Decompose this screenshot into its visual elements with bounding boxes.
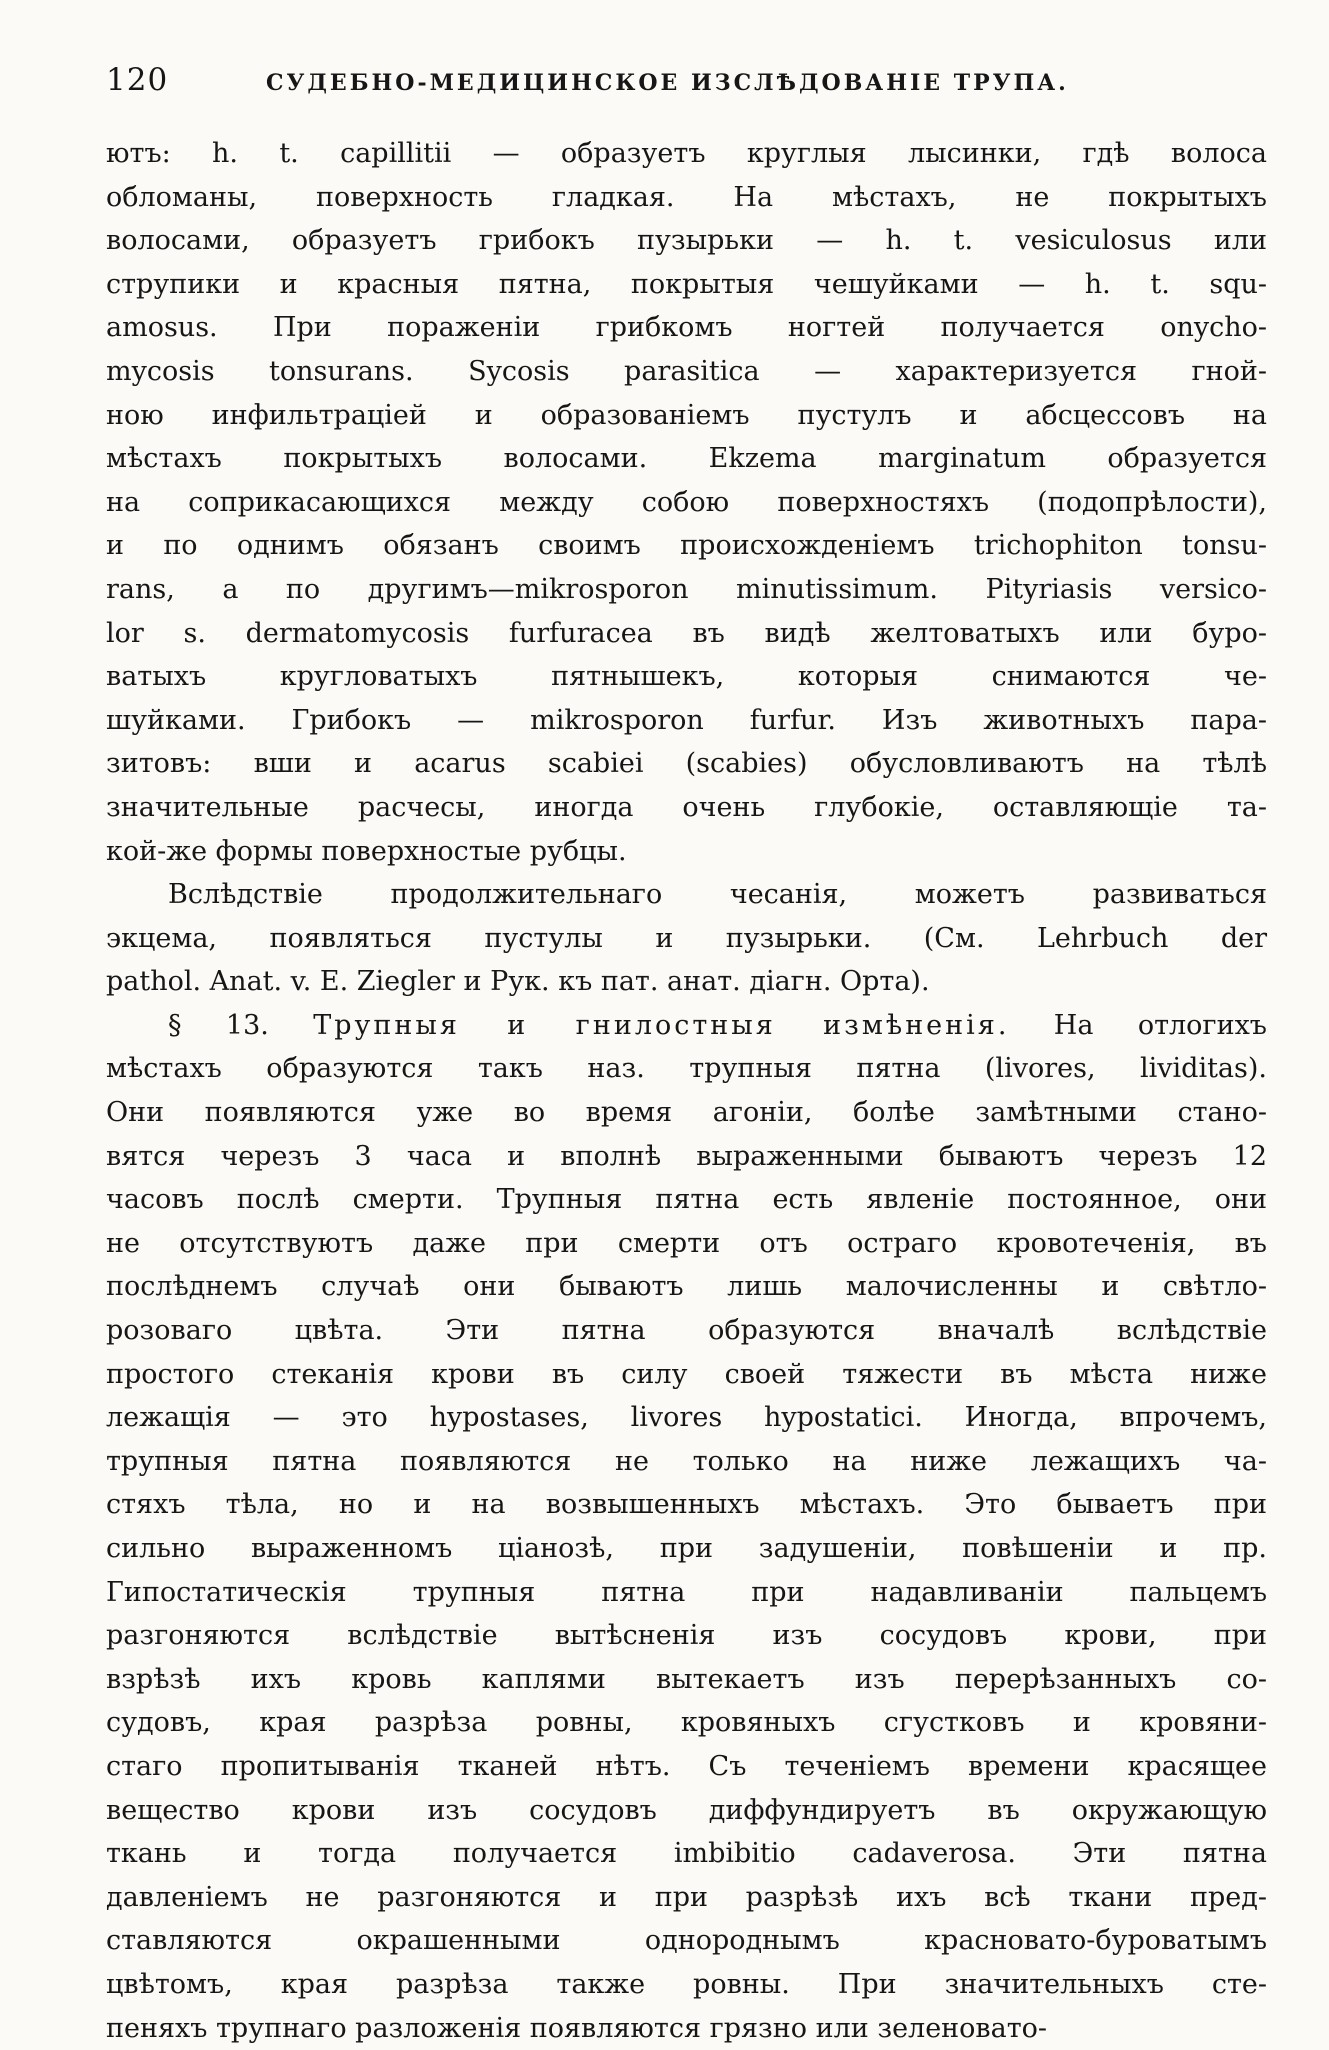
text-line: rans, а по другимъ—mikrosporon minutissimum. Pityriasis versico-: [106, 573, 1267, 605]
text-line: pathol. Anat. v. E. Ziegler и Рук. къ пат. анат. діагн. Орта).: [106, 966, 930, 998]
text-line: цвѣтомъ, края разрѣза также ровны. При значительныхъ сте-: [106, 1968, 1267, 2000]
text-line: сильно выраженномъ ціанозѣ, при задушеніи, повѣшеніи и пр.: [106, 1533, 1267, 1564]
text-line: amosus. При пораженіи грибкомъ ногтей получается onycho-: [106, 312, 1267, 344]
text-line: волосами, образуетъ грибокъ пузырьки — h. t. vesiculosus или: [106, 225, 1267, 257]
text-line: экцема, появляться пустулы и пузырьки. (См. Lehrbuch der: [106, 922, 1267, 954]
text-line: вещество крови изъ сосудовъ диффундируетъ въ окружающую: [106, 1794, 1267, 1826]
text-line: шуйками. Грибокъ — mikrosporon furfur. Изъ животныхъ пара-: [106, 704, 1267, 736]
text-line: вятся черезъ 3 часа и вполнѣ выраженными бываютъ черезъ 12: [106, 1140, 1267, 1172]
text-line: обломаны, поверхность гладкая. На мѣстахъ, не покрытыхъ: [106, 181, 1267, 213]
text-line: послѣднемъ случаѣ они бываютъ лишь малочисленны и свѣтло-: [106, 1271, 1267, 1303]
text-line: ватыхъ кругловатыхъ пятнышекъ, которыя снимаются че-: [106, 661, 1267, 693]
line-text: На отлогихъ: [1009, 1009, 1267, 1041]
text-line: стяхъ тѣла, но и на возвышенныхъ мѣстахъ. Это бываетъ при: [106, 1489, 1267, 1521]
text-line: зитовъ: вши и acarus scabiei (scabies) обусловливаютъ на тѣлѣ: [106, 748, 1267, 780]
section-number: § 13.: [168, 1009, 314, 1041]
text-line: ставляются окрашенными однороднымъ красновато-буроватымъ: [106, 1925, 1267, 1957]
text-line: мѣстахъ образуются такъ наз. трупныя пятна (livores, lividitas).: [106, 1053, 1267, 1085]
text-line: значительные расчесы, иногда очень глубокіе, оставляющіе та-: [106, 791, 1267, 823]
text-line: ною инфильтраціей и образованіемъ пустулъ и абсцессовъ на: [106, 399, 1267, 431]
text-line: Вслѣдствіе продолжительнаго чесанія, можетъ развиваться: [168, 879, 1267, 911]
text-line: [106, 1004, 1267, 1048]
section-heading: Трупныя и гнилостныя измѣненія.: [313, 1009, 1010, 1041]
paragraph: [106, 1004, 1267, 2050]
body-text: [106, 132, 1267, 2050]
paragraph: [106, 873, 1267, 1004]
text-line: часовъ послѣ смерти. Трупныя пятна есть явленіе постоянное, они: [106, 1184, 1267, 1216]
text-line: Гипостатическія трупныя пятна при надавливаніи пальцемъ: [106, 1576, 1267, 1608]
text-line: и по однимъ обязанъ своимъ происхожденіемъ trichophiton tonsu-: [106, 530, 1267, 562]
text-line: на соприкасающихся между собою поверхностяхъ (подопрѣлости),: [106, 486, 1267, 518]
text-line: трупныя пятна появляются не только на ниже лежащихъ ча-: [106, 1445, 1267, 1477]
text-line: mycosis tonsurans. Sycosis parasitica — характеризуется гной-: [106, 355, 1267, 387]
paragraph: [106, 132, 1267, 873]
text-line: простого стеканія крови въ силу своей тяжести въ мѣста ниже: [106, 1358, 1267, 1390]
text-line: пеняхъ трупнаго разложенія появляются грязно или зеленовато-: [106, 2012, 1048, 2044]
text-line: ютъ: h. t. capillitii — образуетъ круглыя лысинки, гдѣ волоса: [106, 138, 1267, 169]
text-line: стаго пропитыванія тканей нѣтъ. Съ теченіемъ времени красящее: [106, 1750, 1267, 1782]
page-header: [106, 62, 1267, 118]
text-line: кой-же формы поверхностые рубцы.: [106, 835, 627, 867]
text-line: не отсутствуютъ даже при смерти отъ остраго кровотеченія, въ: [106, 1227, 1267, 1259]
running-title: СУДЕБНО-МЕДИЦИНСКОЕ ИЗСЛѢДОВАНІЕ ТРУПА.: [266, 70, 1069, 96]
text-line: судовъ, края разрѣза ровны, кровяныхъ сгустковъ и кровяни-: [106, 1707, 1267, 1739]
text-line: розоваго цвѣта. Эти пятна образуются вначалѣ вслѣдствіе: [106, 1315, 1267, 1347]
text-line: ткань и тогда получается imbibitio cadaverosa. Эти пятна: [106, 1838, 1267, 1870]
text-line: Они появляются уже во время агоніи, болѣе замѣтными стано-: [106, 1097, 1267, 1129]
text-line: взрѣзѣ ихъ кровь каплями вытекаетъ изъ перерѣзанныхъ со-: [106, 1663, 1267, 1695]
text-line: струпики и красныя пятна, покрытыя чешуйками — h. t. squ-: [106, 268, 1267, 300]
text-line: lor s. dermatomycosis furfuracea въ видѣ желтоватыхъ или буро-: [106, 617, 1267, 649]
page-number: 120: [106, 62, 169, 98]
text-line: лежащія — это hypostases, livores hypostatici. Иногда, впрочемъ,: [106, 1402, 1267, 1434]
text-line: мѣстахъ покрытыхъ волосами. Ekzema marginatum образуется: [106, 443, 1267, 475]
text-line: давленіемъ не разгоняются и при разрѣзѣ ихъ всѣ ткани пред-: [106, 1881, 1267, 1913]
text-line: разгоняются вслѣдствіе вытѣсненія изъ сосудовъ крови, при: [106, 1620, 1267, 1652]
